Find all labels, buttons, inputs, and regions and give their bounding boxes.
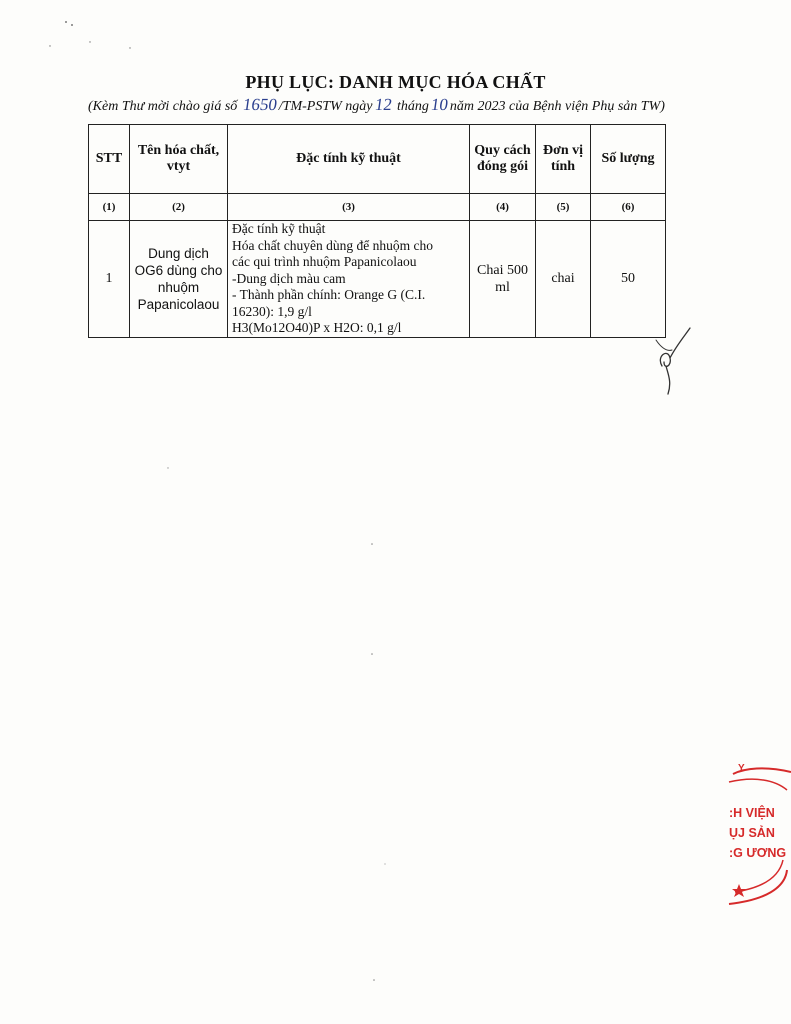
table-row xyxy=(89,221,666,338)
header-spec: Đặc tính kỹ thuật xyxy=(228,125,470,194)
stamp-text: :G ƯƠNG xyxy=(729,846,787,860)
subtitle-prefix: (Kèm Thư mời chào giá số xyxy=(88,99,238,114)
header-packaging: Quy cách đóng gói xyxy=(470,125,536,194)
column-number: (4) xyxy=(470,194,536,221)
spec-line: Đặc tính kỹ thuật xyxy=(232,221,326,236)
stamp-text: :H VIỆN xyxy=(729,806,775,820)
spec-line: - Thành phần chính: Orange G (C.I. xyxy=(232,287,426,302)
header-unit: Đơn vị tính xyxy=(536,125,591,194)
spec-line: H3(Mo12O40)P x H2O: 0,1 g/l xyxy=(232,320,402,335)
handwritten-month: 10 xyxy=(429,95,450,114)
handwritten-number: 1650 xyxy=(241,95,279,114)
column-number: (3) xyxy=(228,194,470,221)
column-number: (5) xyxy=(536,194,591,221)
spec-line: -Dung dịch màu cam xyxy=(232,270,346,286)
handwritten-day: 12 xyxy=(373,95,393,114)
subtitle-suffix: năm 2023 của Bệnh viện Phụ sản TW) xyxy=(449,99,665,114)
handwritten-signature xyxy=(646,326,706,396)
row-stt: 1 xyxy=(89,221,130,338)
page-title: PHỤ LỤC: DANH MỤC HÓA CHẤT xyxy=(245,72,546,92)
column-number-row xyxy=(89,194,666,221)
spec-line: Hóa chất chuyên dùng để nhuộm cho xyxy=(232,237,433,253)
chemical-list-table xyxy=(88,124,666,338)
subtitle-mid2: tháng xyxy=(397,99,429,114)
spec-line: các qui trình nhuộm Papanicolaou xyxy=(232,254,417,269)
row-packaging: Chai 500 ml xyxy=(470,221,536,338)
subtitle-mid1: /TM-PSTW ngày xyxy=(278,99,373,114)
header-stt: STT xyxy=(89,125,130,194)
column-number: (6) xyxy=(591,194,666,221)
row-unit: chai xyxy=(536,221,591,338)
row-spec xyxy=(228,221,470,338)
row-quantity: 50 xyxy=(591,221,666,338)
document-subtitle xyxy=(88,95,748,115)
spec-line: 16230): 1,9 g/l xyxy=(232,303,312,319)
column-number: (1) xyxy=(89,194,130,221)
stamp-text: Y xyxy=(738,763,745,774)
row-chemical-name: Dung dịch OG6 dùng cho nhuộm Papanicolaou xyxy=(130,221,228,338)
header-name: Tên hóa chất, vtyt xyxy=(130,125,228,194)
table-header-row xyxy=(89,125,666,194)
header-quantity: Số lượng xyxy=(591,125,666,194)
column-number: (2) xyxy=(130,194,228,221)
stamp-text: ỤJ SẢN xyxy=(729,826,775,840)
